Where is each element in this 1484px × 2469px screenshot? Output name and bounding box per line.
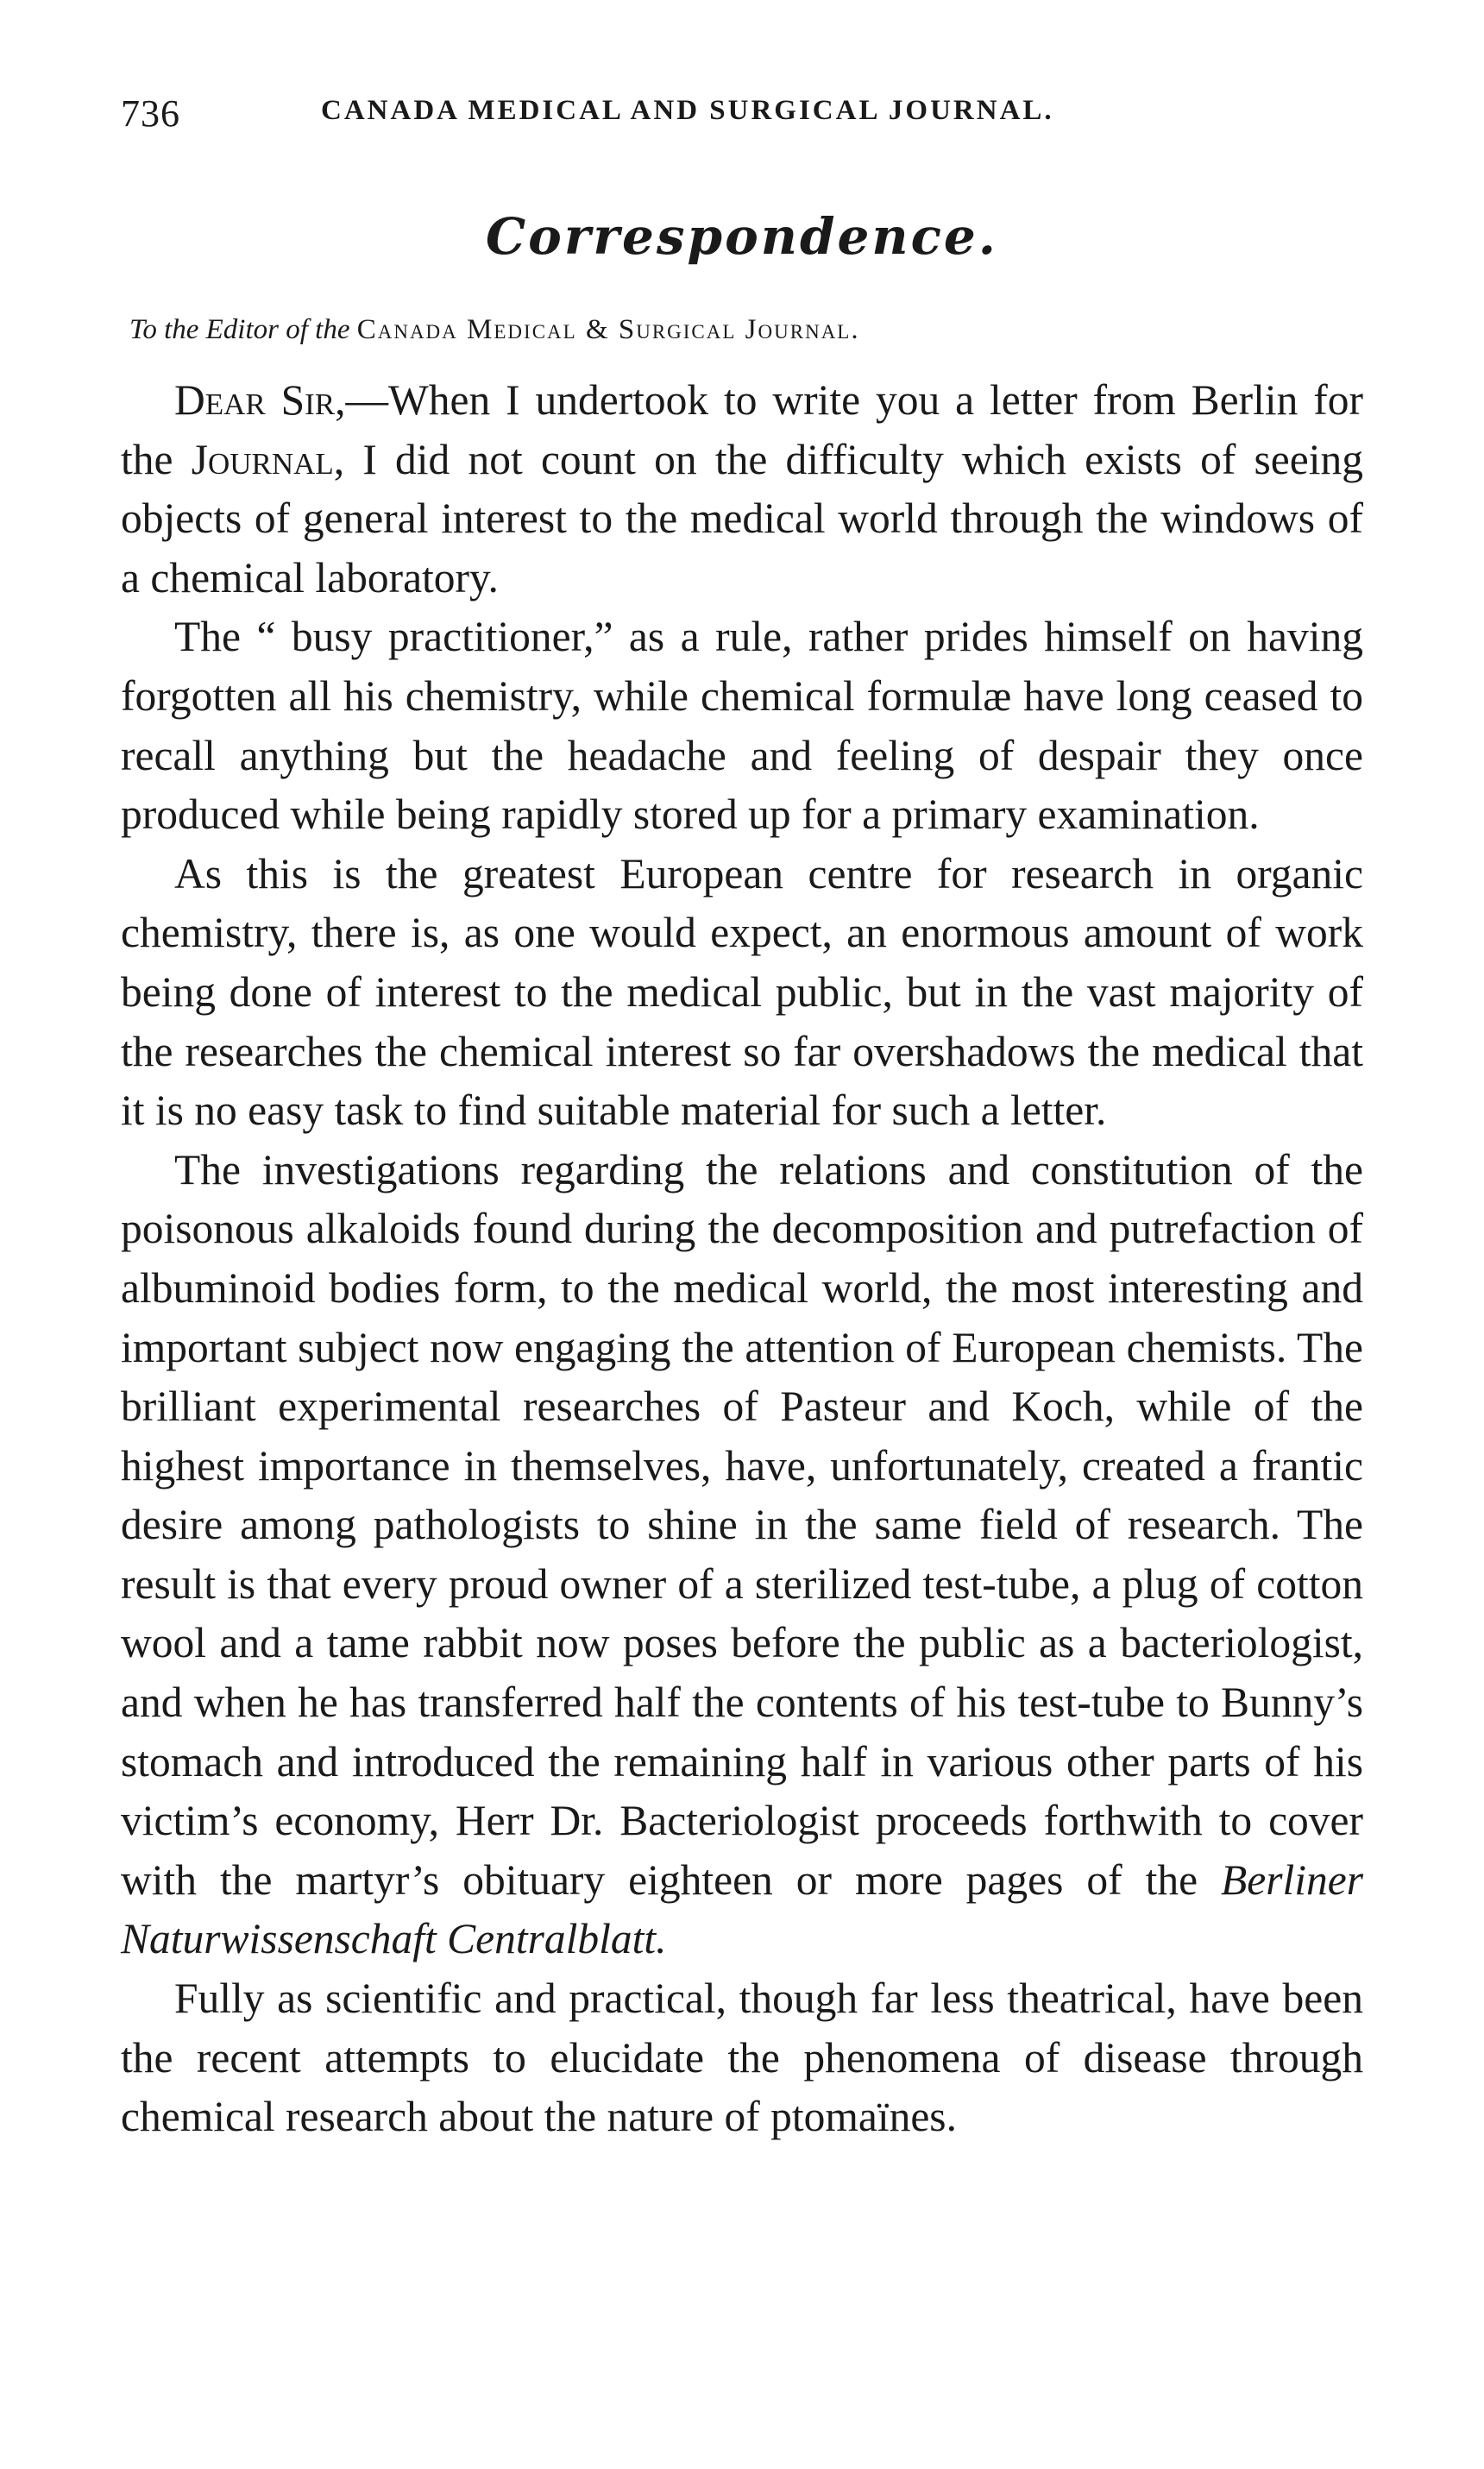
paragraph-4-text-a: The investigations regarding the relations and constitution of the poisonous alkaloids found during the decomposition and putrefaction of albuminoid bodies form, to the medical world, the most interesting and important subject now engaging the attention of European chemists. The brilliant experimental researches of Pasteur and Koch, while of the highest importance in themselves, have, unfortunately, created a frantic desire among pathologists to shine in the same field of research. The result is that every proud owner of a sterilized test-tube, a plug of cotton wool and a tame rabbit now poses before the public as a bacteriologist, and when he has transferred half the contents of his test-tube to Bunny’s stomach and introduced the remaining half in various other parts of his victim’s economy, Herr Dr. Bacteriologist proceeds forthwith to cover with the martyr’s obituary eighteen or more pages of the — [121, 1145, 1363, 1904]
section-title: Correspondence. — [486, 207, 998, 266]
journal-word: Journal — [191, 435, 334, 483]
paragraph-3: As this is the greatest European centre for research in organic chemistry, there is, as one would expect, an enormous amount of work being done of interest to the medical public, but in the vast majority of the researches the chemical interest so far overshadows the medical that it is no easy task to find suitable material for such a letter. — [121, 849, 1363, 1135]
running-head — [121, 91, 1363, 143]
salutation: Dear Sir — [174, 376, 336, 424]
paragraph-4 — [121, 1141, 1363, 1969]
journal-title: CANADA MEDICAL AND SURGICAL JOURNAL. — [321, 95, 1054, 126]
addressee-prefix: To the Editor of the — [129, 314, 357, 345]
periodical-title: Berliner Naturwissenschaft Centralblatt. — [121, 1855, 1363, 1963]
addressee-journal-name: Canada Medical & Surgical Journal. — [356, 314, 860, 345]
letter-body — [121, 371, 1363, 2147]
paragraph-1-text-a: ,—When I undertook to write you a letter from Berlin for the — [121, 376, 1363, 483]
paragraph-5: Fully as scientific and practical, though far less theatrical, have been the recent attempts to elucidate the phenomena of disease through chemical research about the nature of ptomaïnes. — [121, 1975, 1363, 2141]
addressee-line — [129, 314, 860, 346]
page-number: 736 — [121, 92, 180, 135]
paragraph-2: The “ busy practitioner,” as a rule, rather prides himself on having forgotten all his chemistry, while chemical formulæ have long ceased to recall anything but the headache and feeling of despair they once produced while being rapidly stored up for a primary examination. — [121, 613, 1363, 839]
paragraph-1 — [121, 371, 1363, 608]
paragraph-1-text-b: , I did not count on the difficulty which exists of seeing objects of general interest to the medical world through the windows of a chemical laboratory. — [121, 435, 1364, 602]
